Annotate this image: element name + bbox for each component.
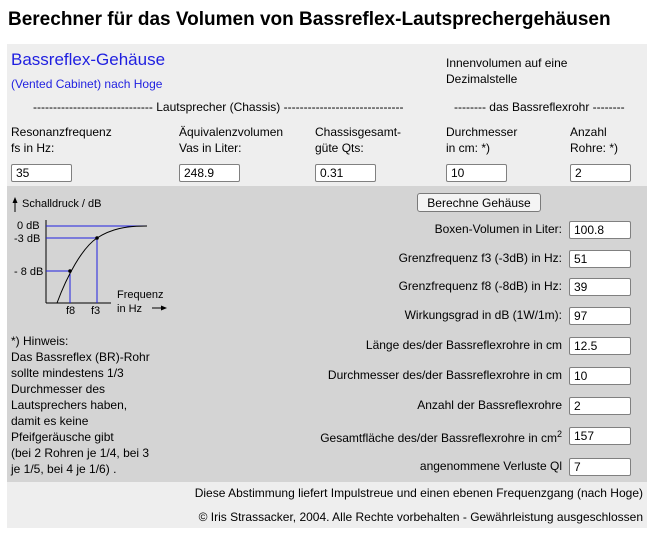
box-volume-label: Boxen-Volumen in Liter:	[434, 222, 562, 236]
resonance-label-line2: fs in Hz:	[11, 141, 55, 155]
vas-label-line1: Äquivalenzvolumen	[179, 125, 284, 139]
box-volume-output[interactable]	[569, 221, 631, 239]
hint-line-7: Pfeifgeräusche gibt	[11, 430, 114, 444]
precision-note-line2: Dezimalstelle	[446, 72, 518, 86]
port-diameter-label-line2: in cm: *)	[446, 141, 491, 155]
port-count-result-label: Anzahl der Bassreflexrohre	[417, 398, 562, 412]
f8-point	[68, 269, 72, 273]
vas-input[interactable]	[179, 164, 240, 182]
hint-line-6: damit es keine	[11, 414, 89, 428]
port-diameter-result-label: Durchmesser des/der Bassreflexrohre in cm	[327, 368, 562, 382]
calculate-button[interactable]: Berechne Gehäuse	[417, 193, 541, 212]
x-axis-label-line1: Frequenz	[117, 289, 164, 301]
port-count-label-line2: Rohre: *)	[570, 141, 619, 155]
f3-point	[95, 236, 99, 240]
f8-label: f8	[66, 305, 76, 317]
hint-line-2: Das Bassreflex (BR)-Rohr	[11, 350, 150, 364]
port-diameter-label-line1: Durchmesser	[446, 125, 518, 139]
resonance-label-line1: Resonanzfrequenz	[11, 125, 112, 139]
port-count-input[interactable]	[570, 164, 631, 182]
hint-line-9: je 1/5, bei 4 je 1/6) .	[11, 462, 117, 476]
qts-label-line1: Chassisgesamt-	[315, 125, 402, 139]
section-speaker: ------------------------------ Lautsprecher (Chassis) ------------------------------	[33, 100, 404, 114]
page-title: Berechner für das Volumen von Bassreflex-Lautsprechergehäusen	[8, 9, 611, 30]
level-0db-label: 0 dB	[17, 220, 40, 232]
section-port: -------- das Bassreflexrohr --------	[454, 100, 625, 114]
vas-label-line2: Vas in Liter:	[179, 141, 242, 155]
port-diameter-input[interactable]	[446, 164, 507, 182]
footer-copyright: © Iris Strassacker, 2004. Alle Rechte vorbehalten - Gewährleistung ausgeschlossen	[198, 510, 643, 524]
level-3db-label: -3 dB	[14, 233, 41, 245]
hint-line-8: (bei 2 Rohren je 1/4, bei 3	[11, 446, 150, 460]
y-axis-label: Schalldruck / dB	[22, 198, 102, 210]
port-diameter-output[interactable]	[569, 367, 631, 385]
cabinet-subheading: (Vented Cabinet) nach Hoge	[11, 77, 163, 91]
hint-line-3: sollte mindestens 1/3	[11, 366, 124, 380]
footer-tuning-note: Diese Abstimmung liefert Impulstreue und einen ebenen Frequenzgang (nach Hoge)	[194, 486, 643, 500]
port-area-label-text: Gesamtfläche des/der Bassreflexrohre in cm	[320, 431, 557, 445]
port-length-output[interactable]	[569, 337, 631, 355]
qts-label-line2: güte Qts:	[315, 141, 364, 155]
hint-line-5: Lautsprechers haben,	[11, 398, 128, 412]
precision-note-line1: Innenvolumen auf eine	[446, 56, 568, 70]
efficiency-output[interactable]	[569, 307, 631, 325]
x-axis-arrow-icon	[152, 306, 167, 311]
port-area-label	[320, 429, 562, 445]
losses-label: angenommene Verluste Ql	[419, 459, 562, 473]
f3-result-label: Grenzfrequenz f3 (-3dB) in Hz:	[398, 251, 562, 265]
port-count-output[interactable]	[569, 397, 631, 415]
f3-output[interactable]	[569, 250, 631, 268]
hint-line-1: *) Hinweis:	[11, 334, 69, 348]
cabinet-heading: Bassreflex-Gehäuse	[11, 50, 166, 69]
port-count-label-line1: Anzahl	[570, 125, 607, 139]
y-axis-arrow-icon	[13, 197, 18, 212]
port-area-label-sup: 2	[556, 429, 562, 439]
x-axis-label-line2: in Hz	[117, 303, 143, 315]
level-8db-label: - 8 dB	[14, 266, 44, 278]
f8-output[interactable]	[569, 278, 631, 296]
port-length-label: Länge des/der Bassreflexrohre in cm	[365, 338, 562, 352]
qts-input[interactable]	[315, 164, 376, 182]
f3-label: f3	[91, 305, 101, 317]
resonance-frequency-input[interactable]	[11, 164, 72, 182]
frequency-response-diagram	[7, 186, 187, 322]
hint-line-4: Durchmesser des	[11, 382, 106, 396]
losses-output[interactable]	[569, 458, 631, 476]
port-area-output[interactable]	[569, 427, 631, 445]
efficiency-label: Wirkungsgrad in dB (1W/1m):	[404, 308, 562, 322]
f8-result-label: Grenzfrequenz f8 (-8dB) in Hz:	[398, 279, 562, 293]
